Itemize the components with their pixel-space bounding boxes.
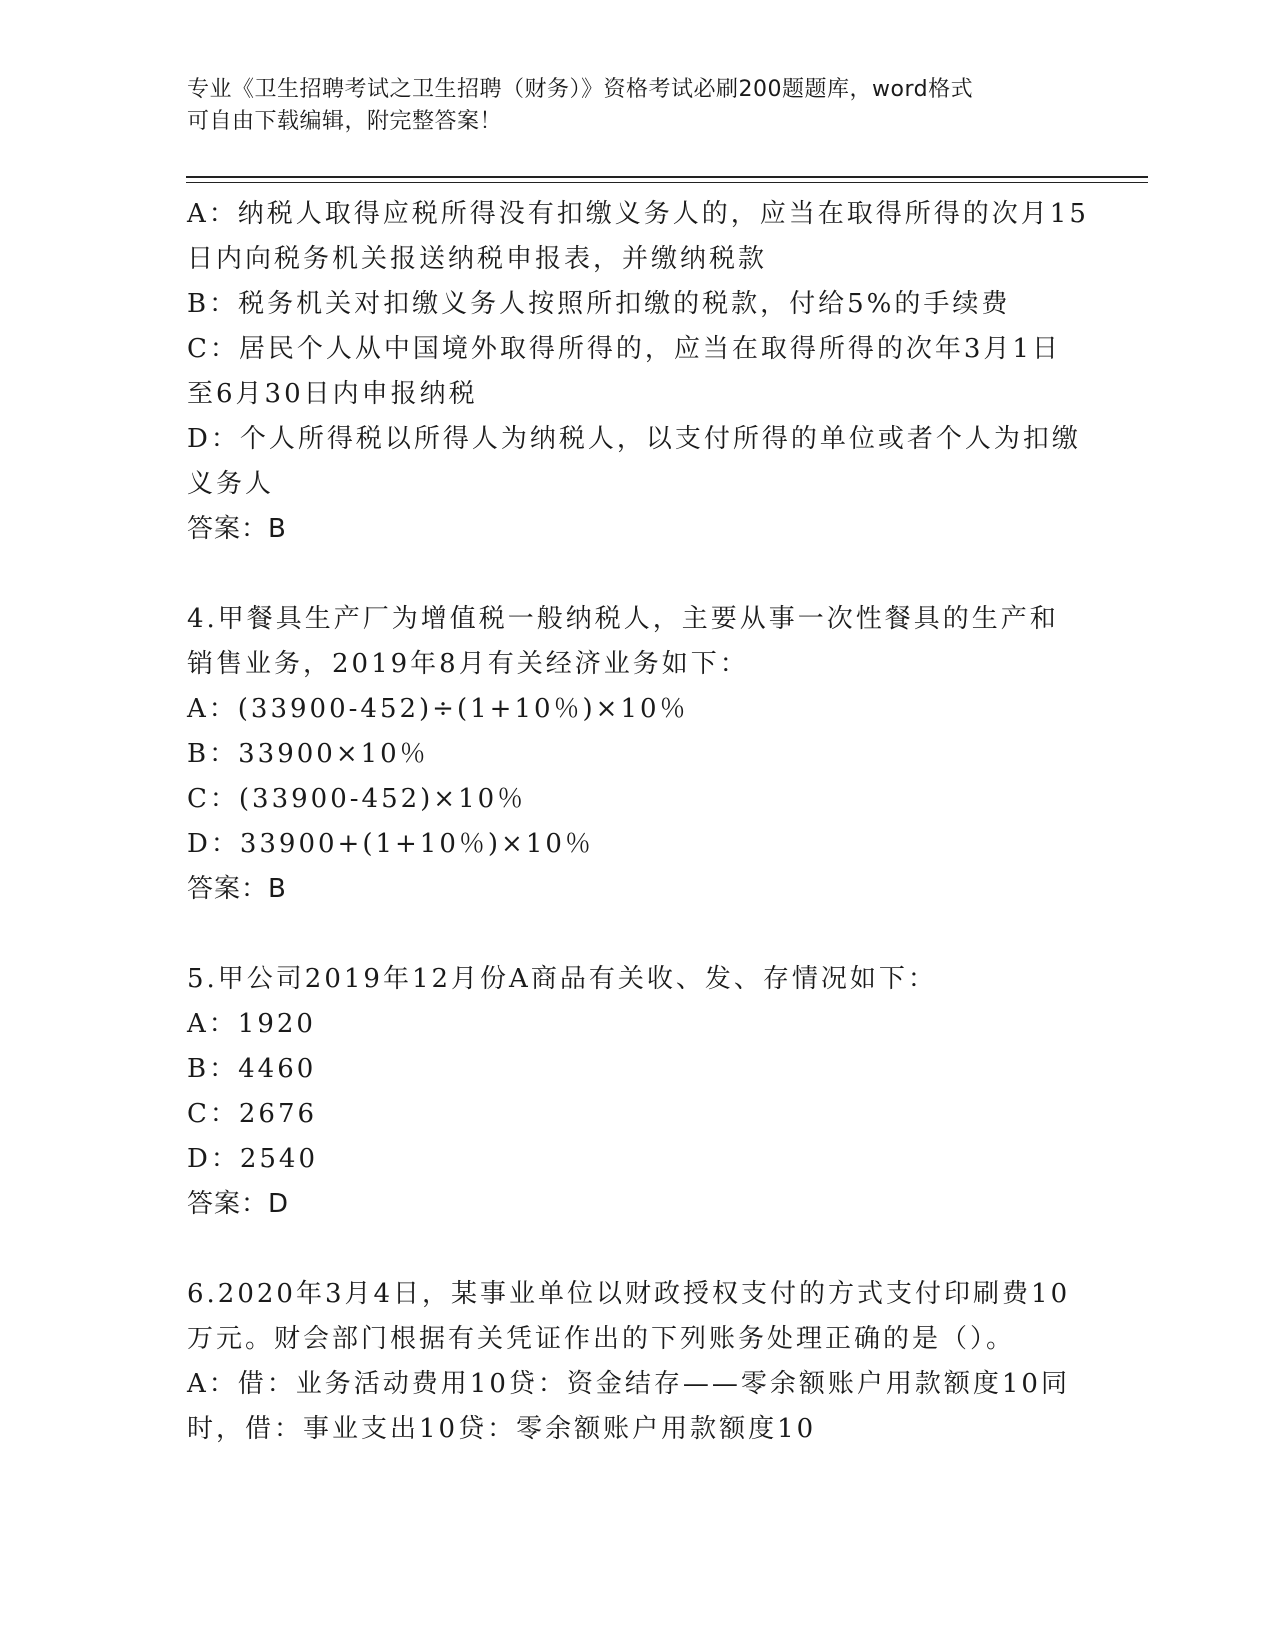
question-list — [187, 192, 1089, 1452]
option-c: C：居民个人从中国境外取得所得的，应当在取得所得的次年3月1日 — [187, 334, 1061, 364]
option-a: A：借：业务活动费用10贷：资金结存——零余额账户用款额度10同 — [187, 1369, 1070, 1399]
answer: 答案：B — [187, 514, 287, 544]
question-5 — [187, 957, 1077, 1227]
option-c-continued: 至6月30日内申报纳税 — [187, 379, 478, 409]
option-b: B：33900×10％ — [187, 739, 429, 769]
header-divider-thin — [186, 182, 1148, 183]
option-b: B：4460 — [187, 1054, 317, 1084]
option-a-continued: 日内向税务机关报送纳税申报表，并缴纳税款 — [187, 244, 768, 274]
option-a: A：(33900-452)÷(1+10％)×10％ — [187, 694, 689, 724]
option-a: A：纳税人取得应税所得没有扣缴义务人的，应当在取得所得的次月15 — [187, 199, 1089, 229]
option-d: D：个人所得税以所得人为纳税人，以支付所得的单位或者个人为扣缴 — [187, 424, 1081, 454]
header-line-1: 专业《卫生招聘考试之卫生招聘（财务）》资格考试必刷200题题库，word格式 — [187, 77, 974, 102]
question-3 — [187, 192, 1089, 552]
option-d: D：2540 — [187, 1144, 319, 1174]
question-stem-continued: 万元。财会部门根据有关凭证作出的下列账务处理正确的是（）。 — [187, 1324, 1016, 1354]
option-a-continued: 时，借：事业支出10贷：零余额账户用款额度10 — [187, 1414, 817, 1444]
option-a: A：1920 — [187, 1009, 316, 1039]
option-b: B：税务机关对扣缴义务人按照所扣缴的税款，付给5%的手续费 — [187, 289, 1011, 319]
option-d: D：33900+(1+10％)×10％ — [187, 829, 594, 859]
option-c: C：(33900-452)×10％ — [187, 784, 527, 814]
answer: 答案：B — [187, 874, 287, 904]
header-line-2: 可自由下载编辑，附完整答案！ — [187, 109, 503, 134]
question-stem: 5.甲公司2019年12月份A商品有关收、发、存情况如下： — [187, 964, 937, 994]
option-c: C：2676 — [187, 1099, 318, 1129]
question-stem-continued: 销售业务，2019年8月有关经济业务如下： — [187, 649, 749, 679]
option-d-continued: 义务人 — [187, 469, 275, 499]
question-stem: 6.2020年3月4日，某事业单位以财政授权支付的方式支付印刷费10 — [187, 1279, 1071, 1309]
question-6 — [187, 1272, 1077, 1452]
answer: 答案：D — [187, 1189, 290, 1219]
question-4 — [187, 597, 1077, 912]
header-divider-thick — [186, 176, 1148, 178]
document-header — [187, 74, 1067, 138]
question-stem: 4.甲餐具生产厂为增值税一般纳税人，主要从事一次性餐具的生产和 — [187, 604, 1059, 634]
